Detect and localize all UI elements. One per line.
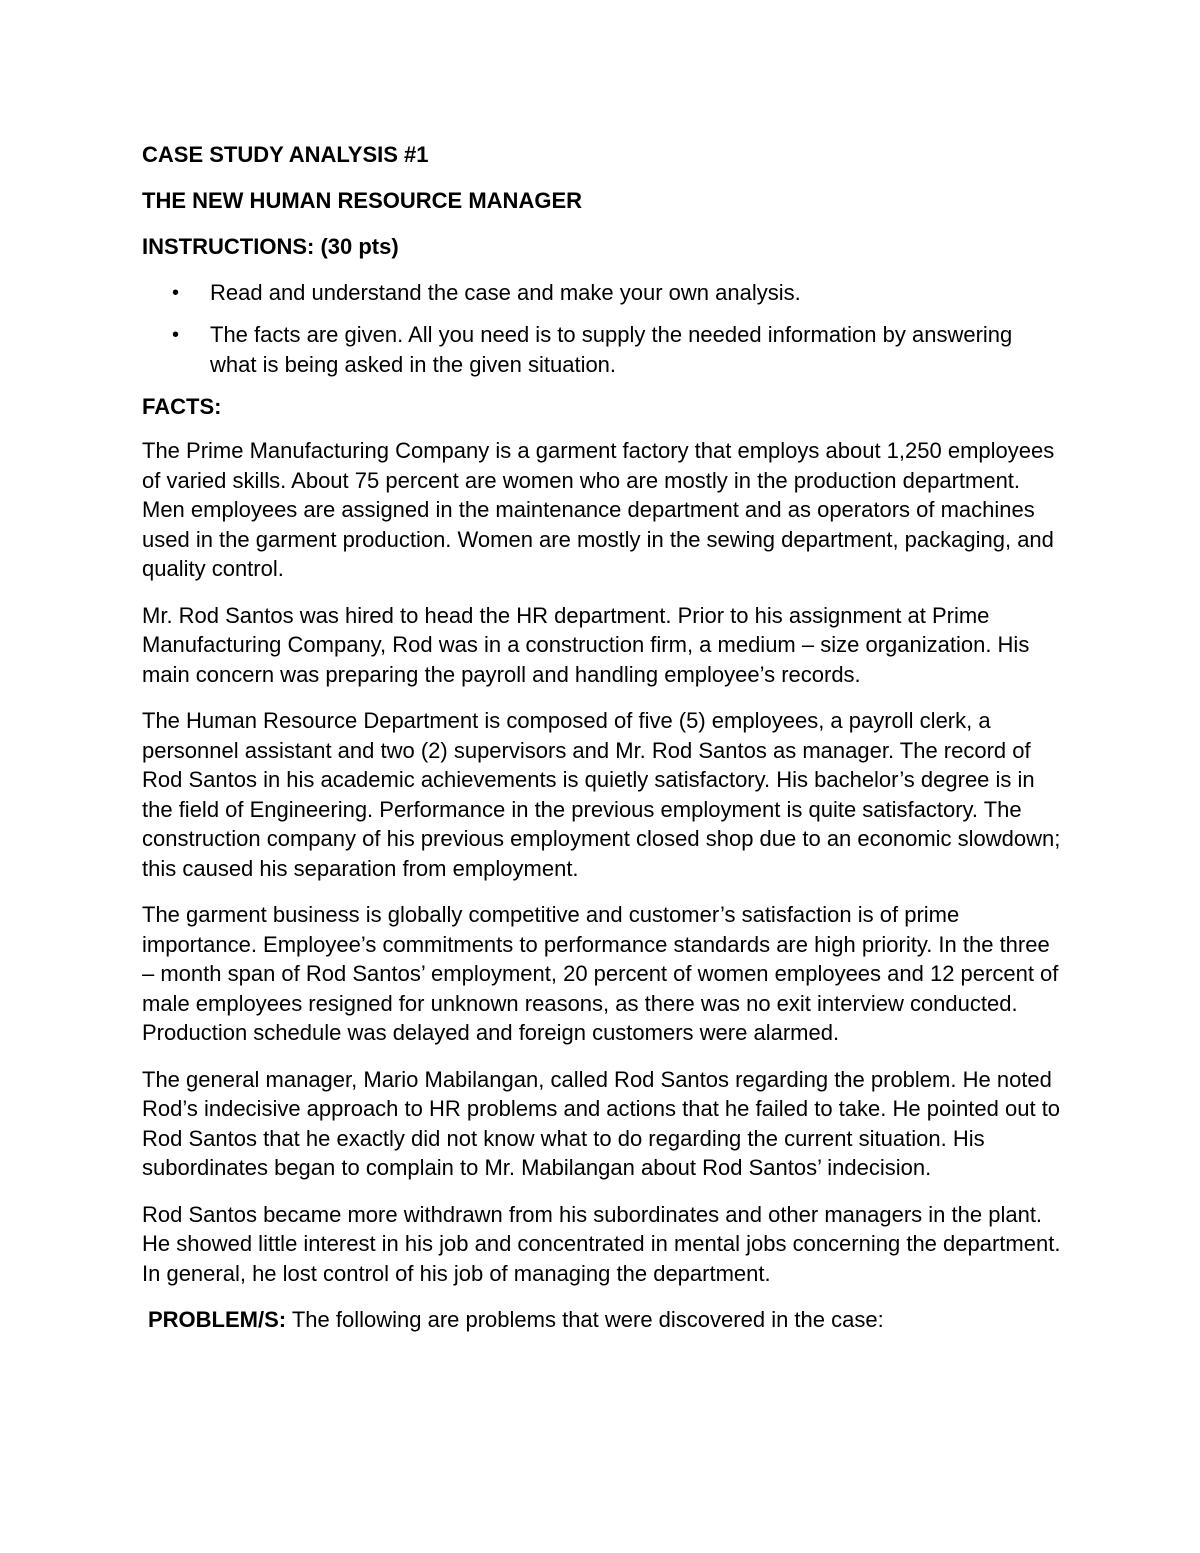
document-page [142, 140, 1062, 1335]
instruction-item: • The facts are given. All you need is to supply the needed information by answering what is being asked in the given situation. [142, 320, 1062, 380]
facts-paragraph: The Human Resource Department is composed of five (5) employees, a payroll clerk, a personnel assistant and two (2) supervisors and Mr. Rod Santos as manager. The record of Rod Santos in his academic achievements is quietly satisfactory. His bachelor’s degree is in the field of Engineering. Performance in the previous employment is quite satisfactory. The construction company of his previous employment closed shop due to an economic slowdown; this caused his separation from employment. [142, 708, 1061, 881]
problem-text: The following are problems that were discovered in the case: [286, 1307, 884, 1332]
instructions-points: (30 pts) [320, 234, 399, 259]
instructions-heading [142, 232, 1062, 262]
document-subtitle: THE NEW HUMAN RESOURCE MANAGER [142, 188, 582, 213]
facts-paragraph: Rod Santos became more withdrawn from his subordinates and other managers in the plant. He showed little interest in his job and concentrated in mental jobs concerning the department. In general, he lost control of his job of managing the department. [142, 1201, 1061, 1286]
instructions-label: INSTRUCTIONS: [142, 234, 315, 259]
facts-paragraph: The garment business is globally competitive and customer’s satisfaction is of prime importance. Employee’s commitments to performance standards are high priority. In the three – month span of Rod Santos’ employment, 20 percent of women employees and 12 percent of male employees resigned for unknown reasons, as there was no exit interview conducted. Production schedule was delayed and foreign customers were alarmed. [142, 902, 1059, 1045]
problem-statement [142, 1305, 1062, 1335]
document-title: CASE STUDY ANALYSIS #1 [142, 142, 429, 167]
problem-label: PROBLEM/S: [148, 1307, 287, 1332]
facts-paragraph: Mr. Rod Santos was hired to head the HR department. Prior to his assignment at Prime Manufacturing Company, Rod was in a construction firm, a medium – size organization. His main concern was preparing the payroll and handling employee’s records. [142, 602, 1030, 687]
facts-heading: FACTS: [142, 394, 222, 419]
facts-paragraph: The Prime Manufacturing Company is a garment factory that employs about 1,250 employees of varied skills. About 75 percent are women who are mostly in the production department. Men employees are assigned in the maintenance department and as operators of machines used in the garment production. Women are mostly in the sewing department, packaging, and quality control. [142, 438, 1055, 581]
instructions-list [142, 278, 1062, 380]
instruction-item: • Read and understand the case and make your own analysis. [142, 278, 1062, 308]
facts-paragraph: The general manager, Mario Mabilangan, called Rod Santos regarding the problem. He noted Rod’s indecisive approach to HR problems and actions that he failed to take. He pointed out to Rod Santos that he exactly did not know what to do regarding the current situation. His subordinates began to complain to Mr. Mabilangan about Rod Santos’ indecision. [142, 1066, 1061, 1180]
